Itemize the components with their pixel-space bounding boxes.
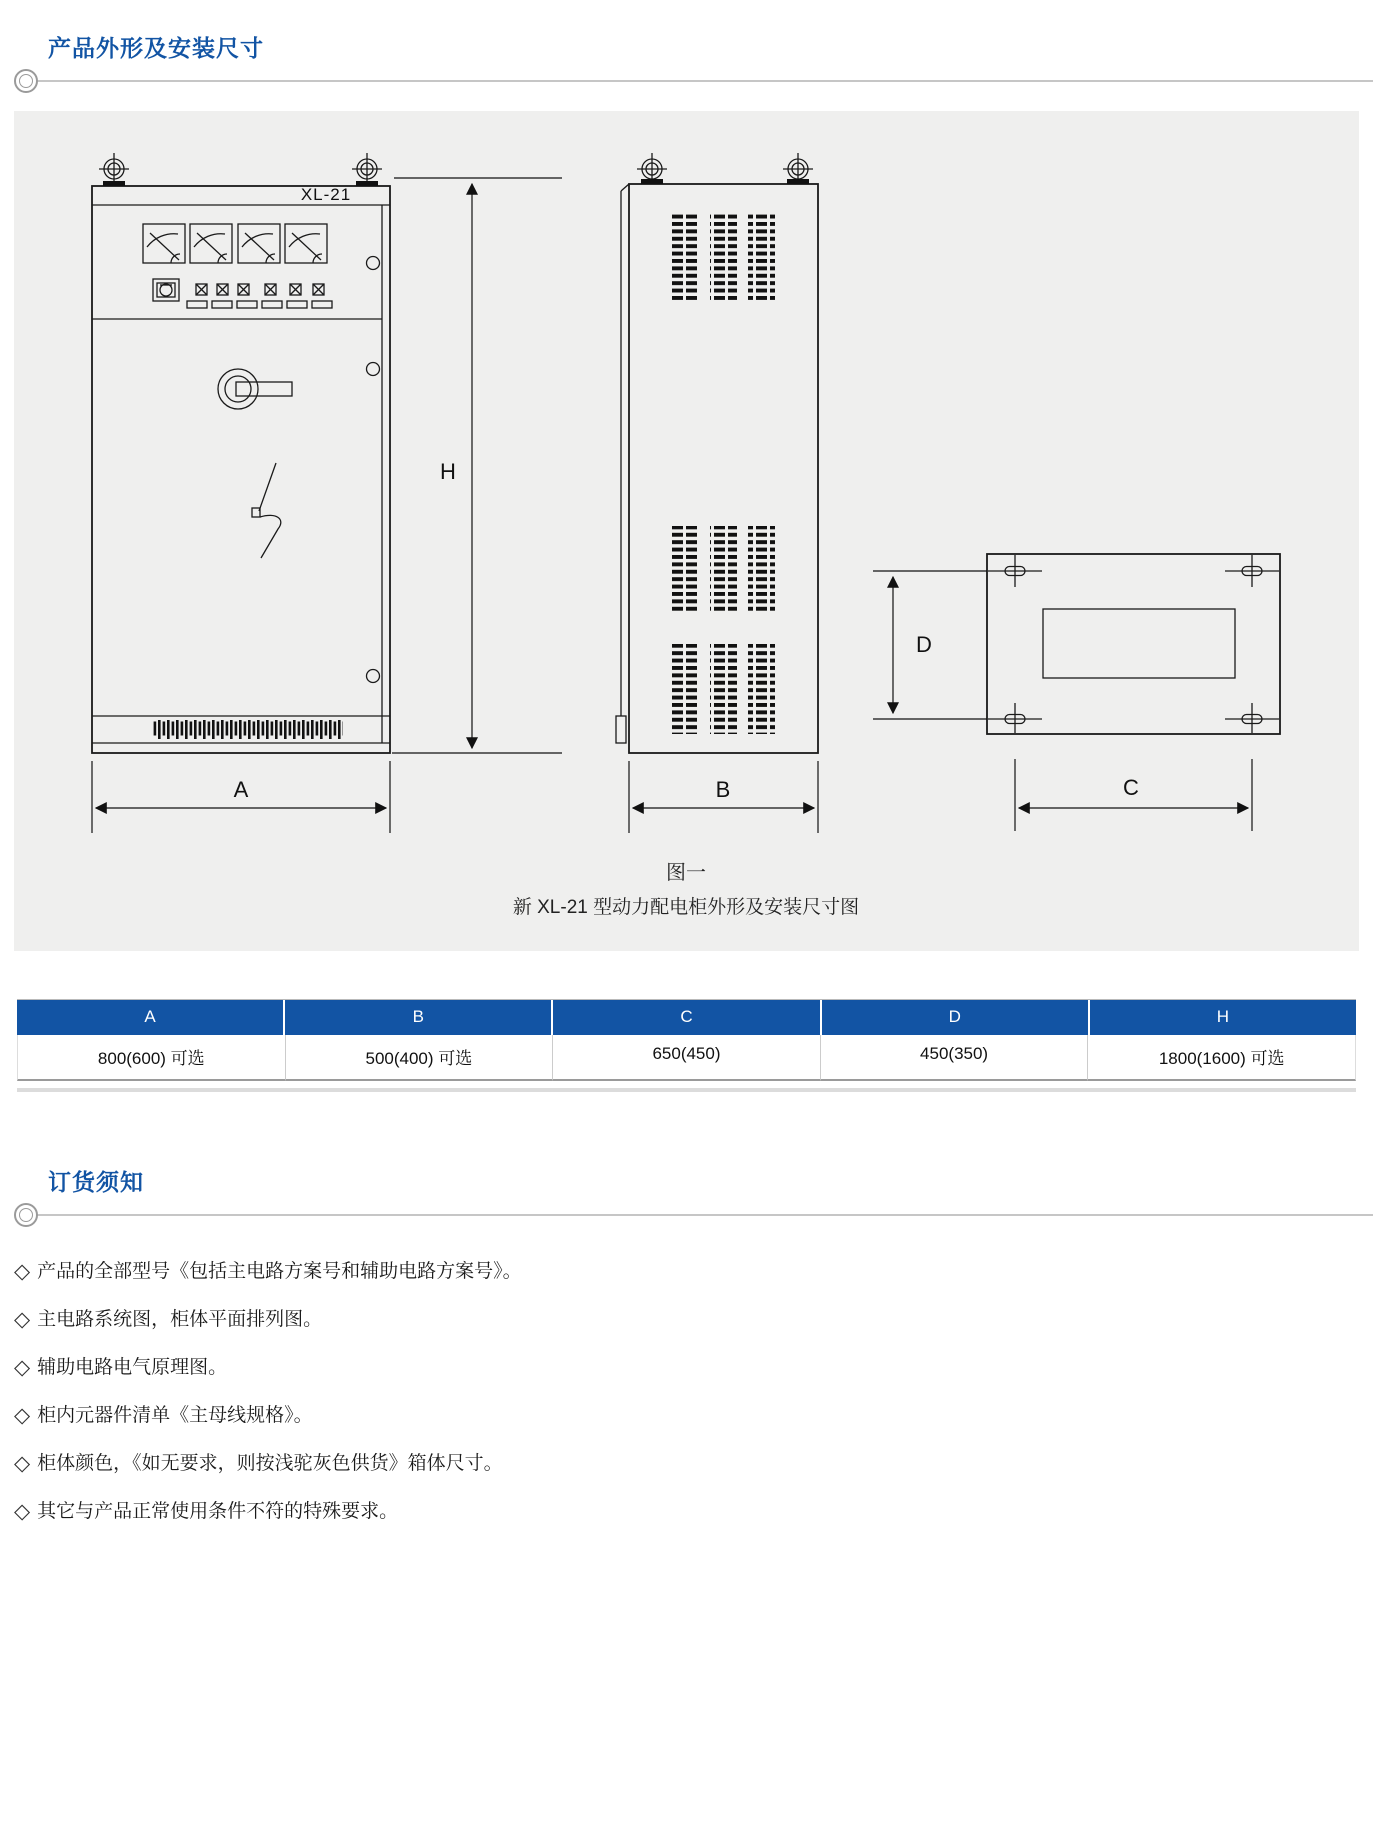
vent-grille bbox=[153, 720, 343, 739]
table-header-C: C bbox=[553, 1000, 821, 1035]
note-text: 辅助电路电气原理图。 bbox=[37, 1357, 228, 1378]
figure-caption-title: 新 XL-21 型动力配电柜外形及安装尺寸图 bbox=[512, 897, 860, 918]
diamond-bullet-icon: ◇ bbox=[14, 1356, 31, 1379]
divider-line bbox=[35, 80, 1373, 82]
section-1-title: 产品外形及安装尺寸 bbox=[48, 35, 264, 61]
panel-meter-icon bbox=[143, 224, 185, 263]
rotary-handle-icon bbox=[218, 369, 292, 409]
note-text: 柜内元器件清单《主母线规格》。 bbox=[37, 1405, 313, 1426]
front-view bbox=[92, 153, 390, 753]
indicator-lamp-icon bbox=[187, 284, 207, 308]
vent-louvers bbox=[672, 644, 775, 734]
diamond-bullet-icon: ◇ bbox=[14, 1452, 31, 1475]
diamond-bullet-icon: ◇ bbox=[14, 1308, 31, 1331]
figure-caption-number: 图一 bbox=[666, 862, 706, 884]
door-knob-icon bbox=[367, 363, 380, 376]
mounting-slot-icon bbox=[1225, 703, 1279, 733]
list-item bbox=[14, 1309, 1373, 1331]
mounting-slot-icon bbox=[1225, 555, 1279, 587]
note-text: 柜体颜色，《如无要求，则按浅驼灰色供货》箱体尺寸。 bbox=[37, 1453, 503, 1474]
list-item bbox=[14, 1501, 1373, 1523]
dim-D bbox=[873, 571, 987, 719]
dim-H bbox=[392, 178, 562, 753]
side-view bbox=[616, 153, 818, 753]
table-header-A: A bbox=[17, 1000, 285, 1035]
figure-panel bbox=[14, 111, 1359, 951]
table-value-B: 500(400) 可选 bbox=[286, 1035, 554, 1081]
dim-label-C: C bbox=[1123, 775, 1139, 800]
section-2-title: 订货须知 bbox=[48, 1169, 144, 1195]
door-hinge bbox=[616, 716, 626, 743]
panel-meter-icon bbox=[238, 224, 280, 263]
list-item bbox=[14, 1453, 1373, 1475]
vent-louvers bbox=[672, 526, 775, 614]
lifting-eye-icon bbox=[99, 153, 129, 186]
vent-louvers bbox=[672, 214, 775, 302]
list-item bbox=[14, 1261, 1373, 1283]
mounting-slot-icon bbox=[988, 703, 1042, 733]
ring-icon bbox=[14, 1203, 38, 1227]
lifting-eye-icon bbox=[783, 153, 813, 184]
mounting-slot-icon bbox=[988, 555, 1042, 587]
table-value-H: 1800(1600) 可选 bbox=[1088, 1035, 1356, 1081]
dimension-drawing bbox=[14, 111, 1359, 951]
section-2-header bbox=[0, 1164, 1373, 1227]
note-text: 其它与产品正常使用条件不符的特殊要求。 bbox=[37, 1501, 399, 1522]
bottom-view bbox=[987, 554, 1280, 734]
list-item bbox=[14, 1405, 1373, 1427]
lifting-eye-icon bbox=[352, 153, 382, 186]
indicator-lamp-icon bbox=[287, 284, 307, 308]
diamond-bullet-icon: ◇ bbox=[14, 1500, 31, 1523]
indicator-lamp-icon bbox=[312, 284, 332, 308]
dim-C bbox=[1015, 759, 1252, 831]
table-header-B: B bbox=[285, 1000, 553, 1035]
section-1-header bbox=[0, 30, 1373, 93]
dim-label-D: D bbox=[916, 632, 932, 657]
control-button-icon bbox=[153, 279, 179, 301]
note-text: 产品的全部型号《包括主电路方案号和辅助电路方案号》。 bbox=[37, 1261, 522, 1282]
table-value-row bbox=[17, 1035, 1356, 1081]
list-item bbox=[14, 1357, 1373, 1379]
table-header-H: H bbox=[1090, 1000, 1356, 1035]
diamond-bullet-icon: ◇ bbox=[14, 1260, 31, 1283]
door-knob-icon bbox=[367, 670, 380, 683]
table-header-D: D bbox=[822, 1000, 1090, 1035]
note-text: 主电路系统图，柜体平面排列图。 bbox=[37, 1309, 323, 1330]
dim-label-A: A bbox=[233, 777, 249, 802]
door-knob-icon bbox=[367, 257, 380, 270]
cable-entry-opening bbox=[1043, 609, 1235, 678]
table-value-A: 800(600) 可选 bbox=[17, 1035, 286, 1081]
ring-icon bbox=[14, 69, 38, 93]
dim-B bbox=[629, 761, 818, 833]
order-notes-list bbox=[0, 1261, 1373, 1523]
indicator-lamp-icon bbox=[212, 284, 232, 308]
indicator-lamp-icon bbox=[237, 284, 257, 308]
lifting-eye-icon bbox=[637, 153, 667, 184]
dim-label-B: B bbox=[715, 777, 731, 802]
panel-meter-icon bbox=[190, 224, 232, 263]
table-header-row bbox=[17, 1000, 1356, 1035]
panel-meter-icon bbox=[285, 224, 327, 263]
divider-line bbox=[35, 1214, 1373, 1216]
dimension-table bbox=[17, 999, 1356, 1081]
cabinet-model-label: XL-21 bbox=[300, 185, 352, 204]
dim-label-H: H bbox=[440, 459, 456, 484]
table-value-D: 450(350) bbox=[821, 1035, 1089, 1081]
table-divider bbox=[17, 1088, 1356, 1092]
section-1-rule bbox=[0, 69, 1373, 93]
indicator-lamp-icon bbox=[262, 284, 282, 308]
dim-A bbox=[92, 761, 390, 833]
diamond-bullet-icon: ◇ bbox=[14, 1404, 31, 1427]
section-2-rule bbox=[0, 1203, 1373, 1227]
table-value-C: 650(450) bbox=[553, 1035, 821, 1081]
lightning-mark-icon bbox=[252, 463, 281, 558]
